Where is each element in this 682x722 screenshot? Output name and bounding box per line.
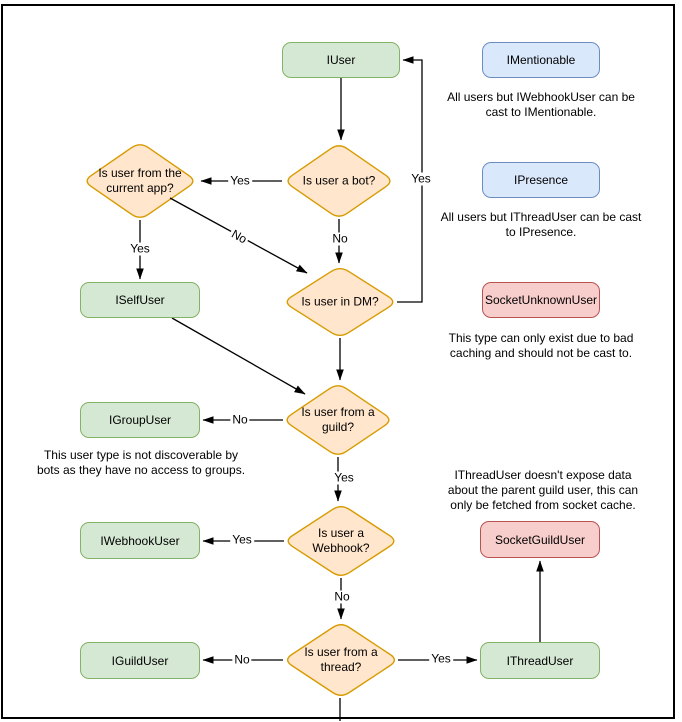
node-socketguilduser-label: SocketGuildUser — [494, 532, 586, 547]
node-socketunknownuser — [482, 282, 600, 318]
node-igroupuser-label: IGroupUser — [108, 413, 172, 427]
edge-label-bot-yes: Yes — [230, 173, 250, 188]
node-ithreaduser — [480, 642, 600, 679]
node-iguilduser — [80, 642, 200, 679]
node-iuser — [282, 42, 400, 78]
decision-current-app-label: Is user from the current app? — [98, 166, 182, 195]
edge-label-current-app-yes: Yes — [130, 241, 150, 256]
note-igroupuser: This user type is not discoverable by bots as they have no access to groups. — [36, 448, 246, 477]
edge-label-thread-yes: Yes — [431, 651, 451, 666]
node-ipresence — [482, 162, 600, 198]
edge-label-current-app-no: No — [229, 226, 250, 247]
edge-label-guild-no: No — [232, 412, 248, 427]
decision-bot-label: Is user a bot? — [302, 173, 376, 188]
note-socketguilduser: IThreadUser doesn't expose data about the parent guild user, this can only be fetched from socket cache. — [447, 468, 639, 512]
edge-label-thread-no: No — [234, 652, 250, 667]
node-iuser-label: IUser — [326, 53, 356, 67]
decision-dm-label: Is user in DM? — [301, 294, 379, 309]
edge-label-dm-yes: Yes — [411, 171, 431, 186]
edge-label-bot-no: No — [332, 231, 348, 246]
node-iselfuser — [80, 282, 200, 318]
decision-guild-label: Is user from a guild? — [301, 405, 375, 434]
decision-thread-label: Is user from a thread? — [304, 645, 378, 674]
decision-webhook-label: Is user a Webhook? — [312, 526, 370, 555]
note-socketunknownuser: This type can only exist due to bad caching and should not be cast to. — [448, 331, 634, 360]
node-ipresence-label: IPresence — [513, 173, 569, 187]
node-iselfuser-label: ISelfUser — [115, 293, 165, 307]
node-socketguilduser — [480, 521, 600, 558]
node-igroupuser — [80, 402, 200, 438]
node-imentionable — [482, 42, 600, 78]
note-ipresence: All users but IThreadUser can be cast to IPresence. — [440, 210, 642, 239]
edge-iselfuser-to-guild — [172, 318, 305, 394]
node-iwebhookuser-label: IWebhookUser — [100, 533, 180, 548]
edge-label-guild-yes: Yes — [334, 470, 354, 485]
node-iguilduser-label: IGuildUser — [111, 653, 169, 668]
node-socketunknownuser-label: SocketUnknownUser — [484, 293, 598, 307]
note-imentionable: All users but IWebhookUser can be cast to IMentionable. — [447, 90, 635, 119]
edge-label-webhook-no: No — [334, 589, 350, 604]
node-ithreaduser-label: IThreadUser — [506, 653, 574, 668]
edge-label-webhook-yes: Yes — [232, 532, 252, 547]
node-imentionable-label: IMentionable — [506, 53, 576, 67]
node-iwebhookuser — [80, 522, 200, 559]
